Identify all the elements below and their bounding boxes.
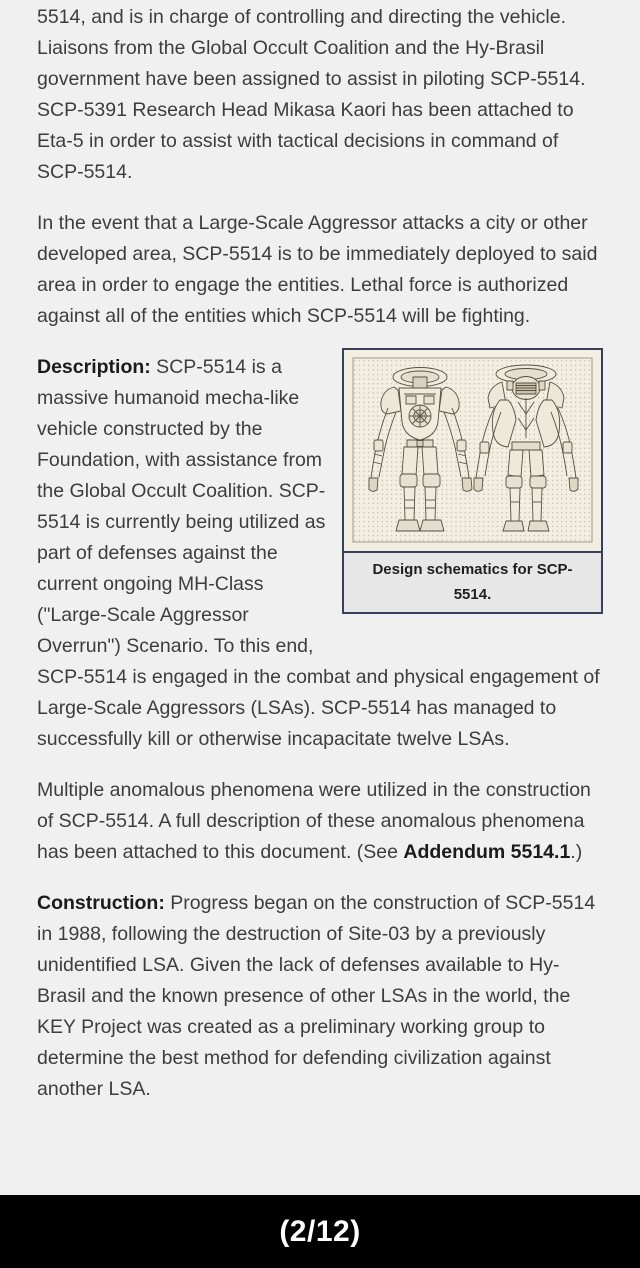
scp-5514-schematic-image bbox=[344, 350, 601, 551]
paragraph-description bbox=[37, 352, 603, 755]
paragraph-construction-text: Construction: Progress began on the construction of SCP-5514 in 1988, following the destruction of Site-03 by a previously unidentified LSA. Given the lack of defenses available to Hy-Brasil and the known presence of other LSAs in the world, the KEY Project was created as a preliminary working group to determine the best method for defending civilization against another LSA. bbox=[37, 892, 596, 1100]
paragraph-description-text: Description: SCP-5514 is a massive humanoid mecha-like vehicle constructed by the Foundation, with assistance from the Global Occult Coalition. SCP-5514 is currently being utilized as part of defenses against the current ongoing MH-Class ("Large-Scale Aggressor Overrun") Scenario. To this end, SCP-5514 is engaged in the combat and physical engagement of Large-Scale Aggressors (LSAs). SCP-5514 has managed to successfully kill or otherwise incapacitate twelve LSAs. bbox=[37, 356, 600, 750]
page-indicator-bar bbox=[0, 1195, 640, 1268]
figure-caption: Design schematics for SCP-5514. bbox=[344, 551, 601, 612]
page-indicator: (2/12) bbox=[279, 1214, 361, 1248]
paragraph-anomalous-phenomena bbox=[37, 775, 603, 868]
scp-5514-schematic-figure bbox=[342, 348, 603, 614]
paragraph-construction bbox=[37, 888, 603, 1105]
paragraph-deployment: In the event that a Large-Scale Aggressor attacks a city or other developed area, SCP-5514 is to be immediately deployed to said area in order to engage the entities. Lethal force is authorized against all of the entities which SCP-5514 will be fighting. bbox=[37, 212, 598, 327]
paragraph-anomalous-phenomena-text: Multiple anomalous phenomena were utilized in the construction of SCP-5514. A full description of these anomalous phenomena has been attached to this document. (See Addendum 5514.1.) bbox=[37, 779, 591, 863]
paragraph-containment-continued: 5514, and is in charge of controlling and directing the vehicle. Liaisons from the Global Occult Coalition and the Hy-Brasil government have been assigned to assist in piloting SCP-5514. SCP-5391 Research Head Mikasa Kaori has been attached to Eta-5 in order to assist with tactical decisions in command of SCP-5514. bbox=[37, 6, 586, 183]
